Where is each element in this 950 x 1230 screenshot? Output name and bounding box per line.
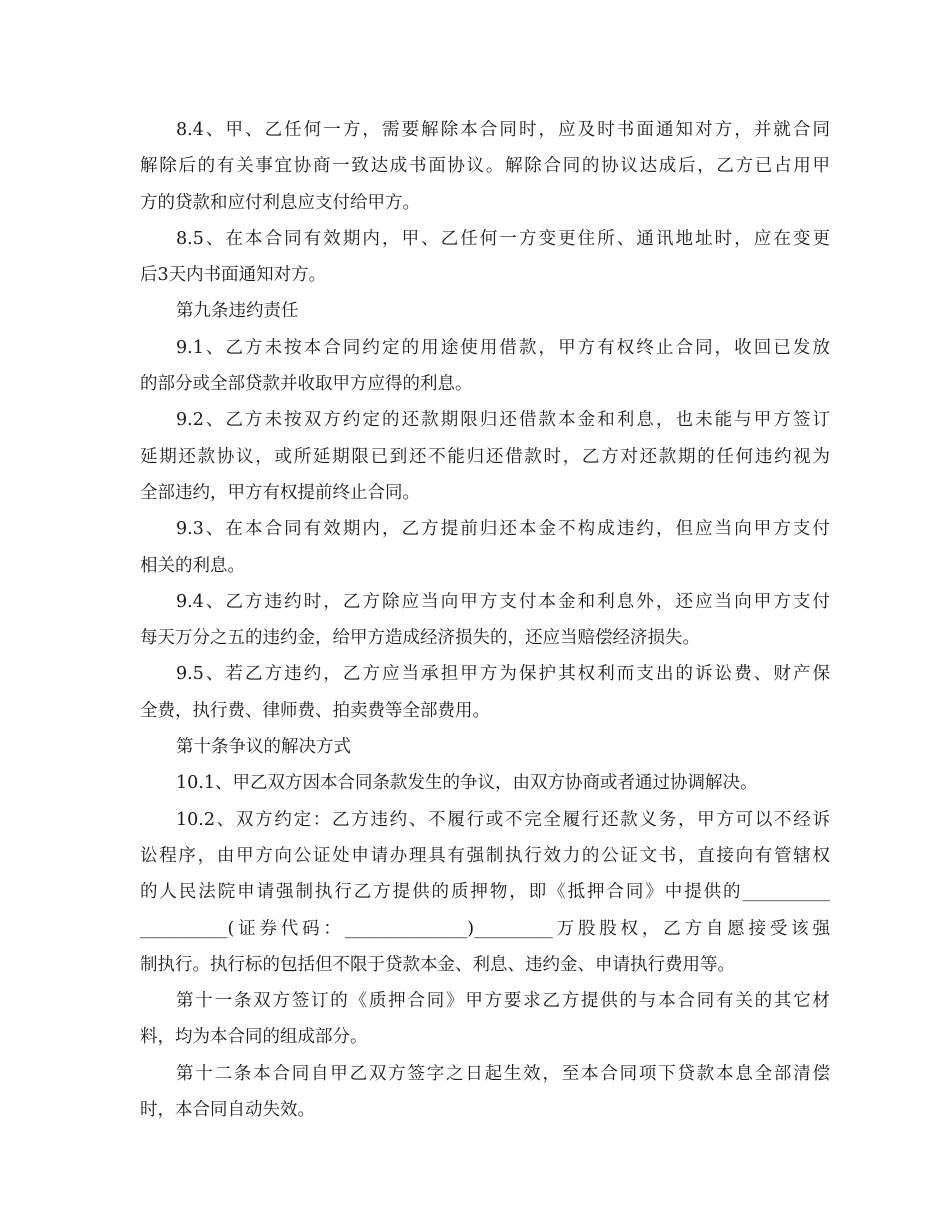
text-line: 方的贷款和应付利息应支付给甲方。 (140, 192, 420, 213)
text-line: 10.1、甲乙双方因本合同条款发生的争议，由双方协商或者通过协调解决。 (176, 773, 758, 794)
text-line: 10.2、双方约定：乙方违约、不履行或不完全履行还款义务，甲方可以不经诉 (176, 809, 830, 830)
text-line: 第十条争议的解决方式 (176, 737, 351, 758)
text-line: 每天万分之五的违约金，给甲方造成经济损失的，还应当赔偿经济损失。 (140, 628, 700, 649)
text-line: __________(证券代码：______________)_________万股股权，乙方自愿接受该强 (140, 918, 830, 939)
text-line: 8.4、甲、乙任何一方，需要解除本合同时，应及时书面通知对方，并就合同 (176, 120, 830, 140)
text-line: 时，本合同自动失效。 (140, 1100, 315, 1121)
text-line: 第十二条本合同自甲乙双方签字之日起生效，至本合同项下贷款本息全部清偿 (176, 1063, 830, 1084)
document-body (140, 112, 830, 1128)
text-line: 9.1、乙方未按本合同约定的用途使用借款，甲方有权终止合同，收回已发放 (176, 337, 830, 358)
text-line: 的人民法院申请强制执行乙方提供的质押物，即《抵押合同》中提供的__________ (140, 882, 830, 903)
text-line: 8.5、在本合同有效期内，甲、乙任何一方变更住所、通讯地址时，应在变更 (176, 228, 830, 249)
text-line: 讼程序，由甲方向公证处申请办理具有强制执行效力的公证文书，直接向有管辖权 (140, 845, 830, 866)
text-line: 解除后的有关事宜协商一致达成书面协议。解除合同的协议达成后，乙方已占用甲 (140, 156, 830, 177)
text-line: 延期还款协议，或所延期限已到还不能归还借款时，乙方对还款期的任何违约视为 (140, 446, 830, 467)
text-line: 9.4、乙方违约时，乙方除应当向甲方支付本金和利息外，还应当向甲方支付 (176, 591, 830, 612)
text-line: 第十一条双方签订的《质押合同》甲方要求乙方提供的与本合同有关的其它材 (176, 991, 830, 1012)
text-line: 9.5、若乙方违约，乙方应当承担甲方为保护其权利而支出的诉讼费、财产保 (176, 664, 830, 685)
text-line: 第九条违约责任 (176, 301, 299, 322)
text-line: 相关的利息。 (140, 555, 245, 576)
text-line: 全费，执行费、律师费、拍卖费等全部费用。 (140, 700, 490, 721)
text-line: 料，均为本合同的组成部分。 (140, 1027, 368, 1048)
text-line: 制执行。执行标的包括但不限于贷款本金、利息、违约金、申请执行费用等。 (140, 954, 735, 975)
text-line: 9.3、在本合同有效期内，乙方提前归还本金不构成违约，但应当向甲方支付 (176, 519, 830, 540)
text-line: 的部分或全部贷款并收取甲方应得的利息。 (140, 374, 473, 395)
text-line: 9.2、乙方未按双方约定的还款期限归还借款本金和利息，也未能与甲方签订 (176, 410, 830, 431)
text-line: 后3天内书面通知对方。 (140, 265, 327, 286)
text-line: 全部违约，甲方有权提前终止合同。 (140, 482, 420, 503)
